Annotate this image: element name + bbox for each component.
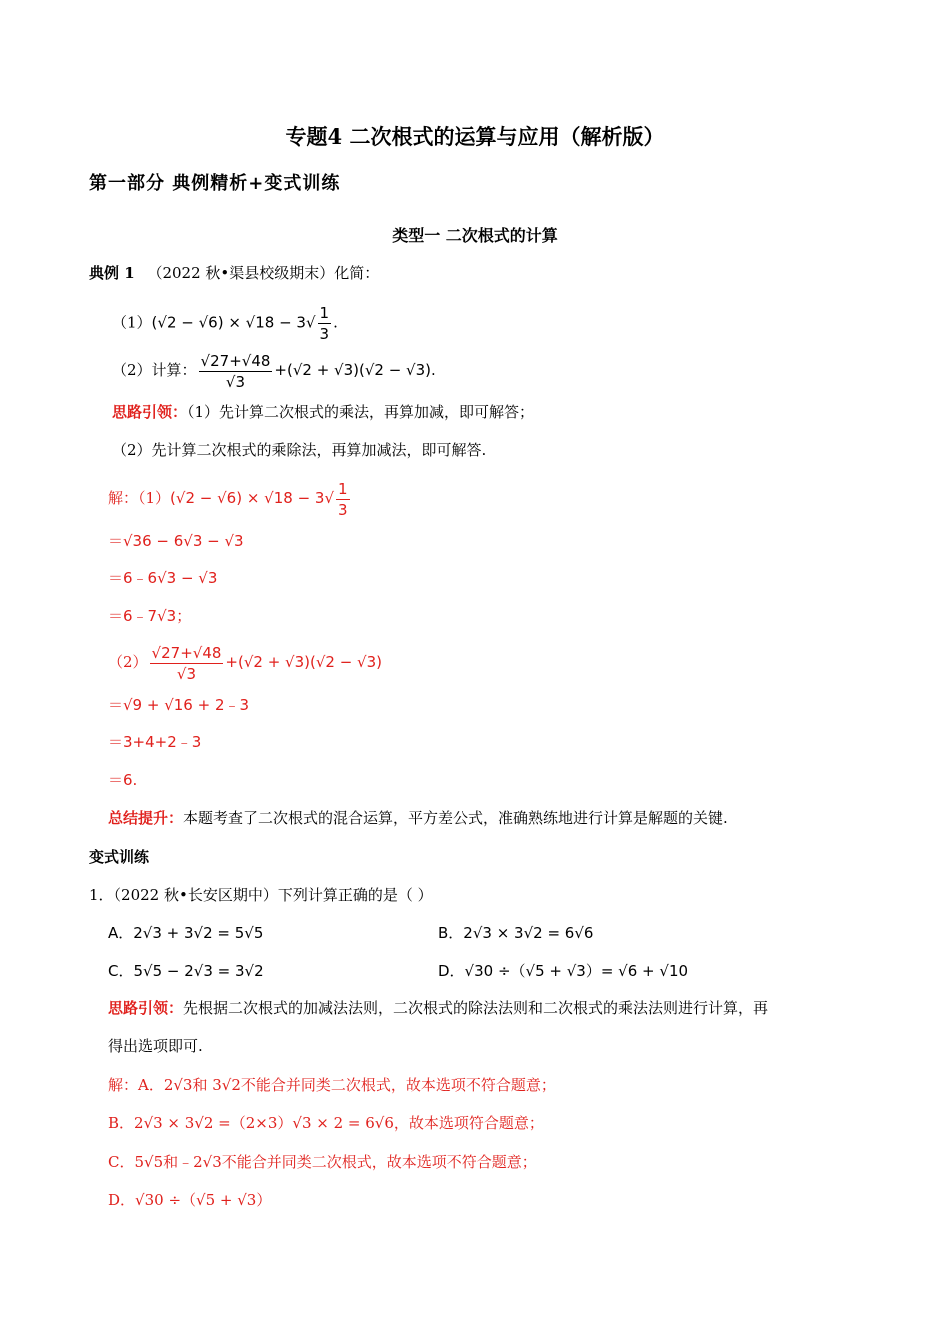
q2-prefix: （2）计算：	[112, 361, 197, 379]
practice-solution-a: 解：A．2√3和 3√2不能合并同类二次根式，故本选项不符合题意；	[108, 1076, 556, 1094]
practice-hint-text: 先根据二次根式的加减法法则，二次根式的除法法则和二次根式的乘法法则进行计算，再	[183, 999, 769, 1017]
practice-hint-2: 得出选项即可.	[108, 1037, 203, 1055]
q1-expr: (√2 − √6) × √18 − 3	[151, 313, 306, 332]
option-b: B．2√3 × 3√2 = 6√6	[438, 924, 594, 942]
solution-1-start: 解：（1）(√2 − √6) × √18 − 3√ $\frac{1}{3}$	[108, 479, 348, 519]
sol-fraction: $\frac{1}{3}$	[338, 479, 348, 519]
practice-solution-b: B．2√3 × 3√2 =（2×3）√3 × 2 = 6√6，故本选项符合题意；	[108, 1114, 544, 1132]
document-title: 专题4 二次根式的运算与应用（解析版）	[285, 124, 665, 149]
sol-step: ＝6﹣6√3 − √3	[108, 569, 218, 587]
sol-step: ＝6﹣7√3；	[108, 607, 192, 625]
example-header	[89, 262, 379, 284]
sol2-step: ＝6.	[108, 771, 138, 789]
option-a: A．2√3 + 3√2 = 5√5	[108, 924, 264, 942]
hint-1	[112, 401, 534, 423]
part-heading: 第一部分 典例精析+变式训练	[89, 173, 341, 194]
sol2-step: ＝3+4+2﹣3	[108, 733, 202, 751]
q1-fraction: $\frac{1}{3}$	[319, 304, 330, 343]
sol2-fraction: $\frac{√27+√48}{√3}$	[151, 643, 222, 683]
practice-solution-c: C．5√5和﹣2√3不能合并同类二次根式，故本选项不符合题意；	[108, 1153, 537, 1171]
practice-question-1: 1．（2022 秋•长安区期中）下列计算正确的是（ ）	[89, 886, 433, 904]
summary-text: 本题考查了二次根式的混合运算，平方差公式，准确熟练地进行计算是解题的关键.	[183, 809, 728, 827]
q1-prefix: （1）	[112, 313, 152, 332]
practice-hint	[108, 997, 768, 1019]
option-c: C．5√5 − 2√3 = 3√2	[108, 962, 264, 980]
hint-text: （1）先计算二次根式的乘法，再算加减，即可解答；	[187, 403, 535, 421]
question-1: （1）(√2 − √6) × √18 − 3√ $\frac{1}{3}$ .	[112, 304, 338, 343]
question-2	[112, 348, 436, 392]
hint-2: （2）先计算二次根式的乘除法，再算加减法，即可解答.	[112, 441, 487, 459]
example-label: 典例 1	[89, 264, 135, 282]
example-source: （2022 秋•渠县校级期末）化简：	[147, 264, 380, 282]
solution-2-start: （2） $\frac{√27+√48}{√3}$ +(√2 + √3)(√2 − √3)	[108, 643, 382, 683]
type-heading: 类型一 二次根式的计算	[392, 226, 558, 245]
q2-fraction: $\frac{√27+√48}{√3}$	[200, 351, 271, 391]
hint-label: 思路引领：	[112, 403, 188, 421]
sol2-step: ＝√9 + √16 + 2﹣3	[108, 696, 250, 714]
practice-solution-d: D．√30 ÷（√5 + √3）	[108, 1191, 272, 1209]
option-d: D．√30 ÷（√5 + √3）= √6 + √10	[438, 962, 689, 980]
practice-heading: 变式训练	[89, 848, 150, 866]
sol-step: ＝√36 − 6√3 − √3	[108, 532, 244, 550]
summary-label: 总结提升：	[108, 809, 184, 827]
practice-hint-label: 思路引领：	[108, 999, 184, 1017]
summary	[108, 807, 728, 829]
q2-rest: +(√2 + √3)(√2 − √3).	[274, 361, 436, 379]
